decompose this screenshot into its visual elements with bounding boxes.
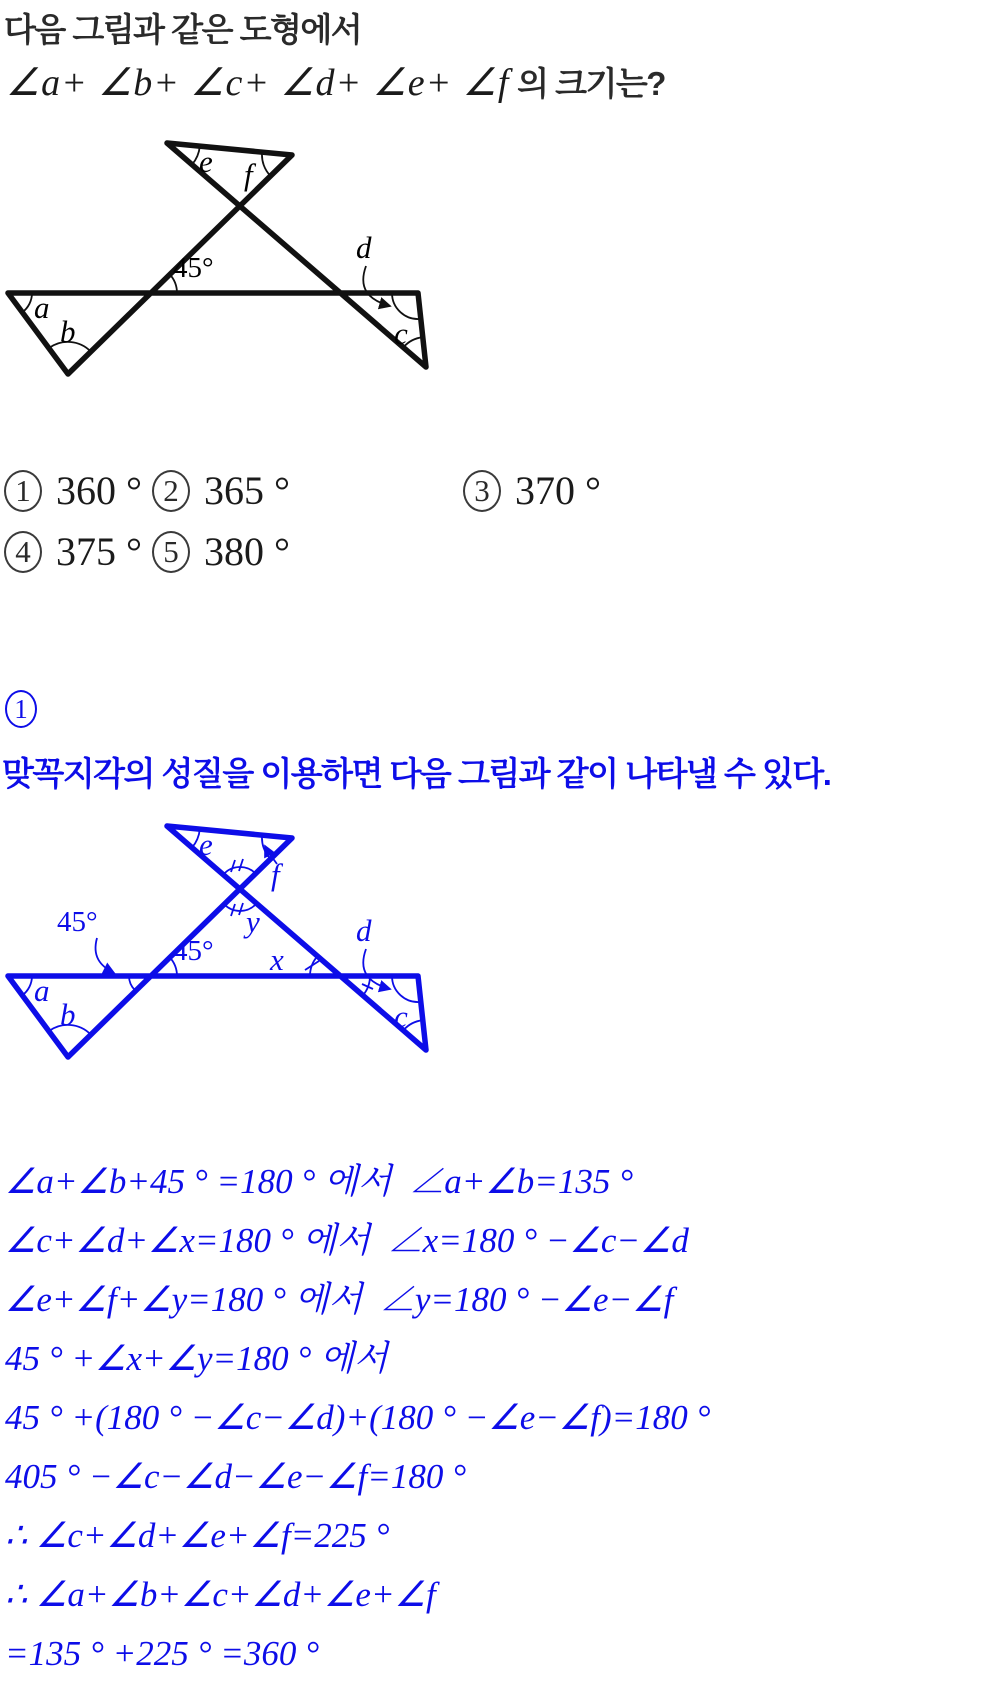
figure2-label-b: b [60, 997, 76, 1032]
answer-marker [5, 690, 37, 728]
figure2-d-arrow [363, 949, 390, 989]
choice-4 [4, 528, 142, 575]
solution-line-8: ∴ ∠a+∠b+∠c+∠d+∠e+∠f [5, 1575, 436, 1614]
explanation-text: 맞꼭지각의 성질을 이용하면 다음 그림과 같이 나타낼 수 있다. [2, 755, 831, 792]
choice-3 [463, 467, 601, 514]
figure2-label-f: f [271, 857, 280, 892]
figure-solution [0, 806, 440, 1064]
solution-line-3: ∠e+∠f+∠y=180 ° 에서 ∠y=180 ° −∠e−∠f [5, 1280, 674, 1319]
question-line1: 다음 그림과 같은 도형에서 [4, 11, 362, 48]
solution-line-6: 405 ° −∠c−∠d−∠e−∠f=180 ° [5, 1457, 467, 1496]
figure1-d-arrow [363, 266, 390, 306]
solution-line-2: ∠c+∠d+∠x=180 ° 에서 ∠x=180 ° −∠c−∠d [5, 1221, 689, 1260]
figure1-label-b: b [60, 314, 76, 349]
question-math-line [6, 58, 665, 105]
solution-derivation [5, 1152, 990, 1683]
choice-1-circled-number: 1 [4, 470, 42, 512]
question-angle-sum: ∠a+ ∠b+ ∠c+ ∠d+ ∠e+ ∠f [6, 62, 510, 104]
figure2-label-x: x [270, 942, 284, 977]
figure2-label-c: c [394, 999, 408, 1034]
choice-4-circled-number: 4 [4, 531, 42, 573]
figure1-label-45: 45° [173, 252, 214, 284]
choice-5 [152, 528, 290, 575]
solution-line-7: ∴ ∠c+∠d+∠e+∠f=225 ° [5, 1516, 390, 1555]
choice-2-circled-number: 2 [152, 470, 190, 512]
answer-circled-number: 1 [5, 690, 37, 728]
figure2-label-d: d [356, 913, 372, 948]
choice-1 [4, 467, 142, 514]
solution-line-5: 45 ° +(180 ° −∠c−∠d)+(180 ° −∠e−∠f)=180 ° [5, 1398, 711, 1437]
figure2-label-45-mid: 45° [173, 935, 214, 967]
figure-problem [0, 128, 440, 382]
figure1-label-e: e [199, 144, 213, 179]
figure2-label-a: a [34, 973, 50, 1008]
solution-line-9: =135 ° +225 ° =360 ° [5, 1634, 320, 1673]
choice-5-circled-number: 5 [152, 531, 190, 573]
choice-4-label: 375 ° [56, 529, 142, 574]
choice-3-circled-number: 3 [463, 470, 501, 512]
figure2-label-45-left: 45° [57, 906, 98, 938]
figure1-label-d: d [356, 230, 372, 265]
choice-1-label: 360 ° [56, 468, 142, 513]
solution-line-4: 45 ° +∠x+∠y=180 ° 에서 [5, 1339, 388, 1378]
choice-2-label: 365 ° [204, 468, 290, 513]
figure1-label-a: a [34, 290, 50, 325]
figure2-label-e: e [199, 827, 213, 862]
figure1-label-c: c [394, 316, 408, 351]
choice-2 [152, 467, 290, 514]
figure2-left45-arrow [96, 938, 114, 973]
choice-5-label: 380 ° [204, 529, 290, 574]
question-suffix: 의 크기는? [509, 65, 665, 102]
figure1-label-f: f [244, 157, 253, 192]
figure2-label-y: y [246, 904, 260, 939]
choice-3-label: 370 ° [515, 468, 601, 513]
solution-line-1: ∠a+∠b+45 ° =180 ° 에서 ∠a+∠b=135 ° [5, 1162, 634, 1201]
